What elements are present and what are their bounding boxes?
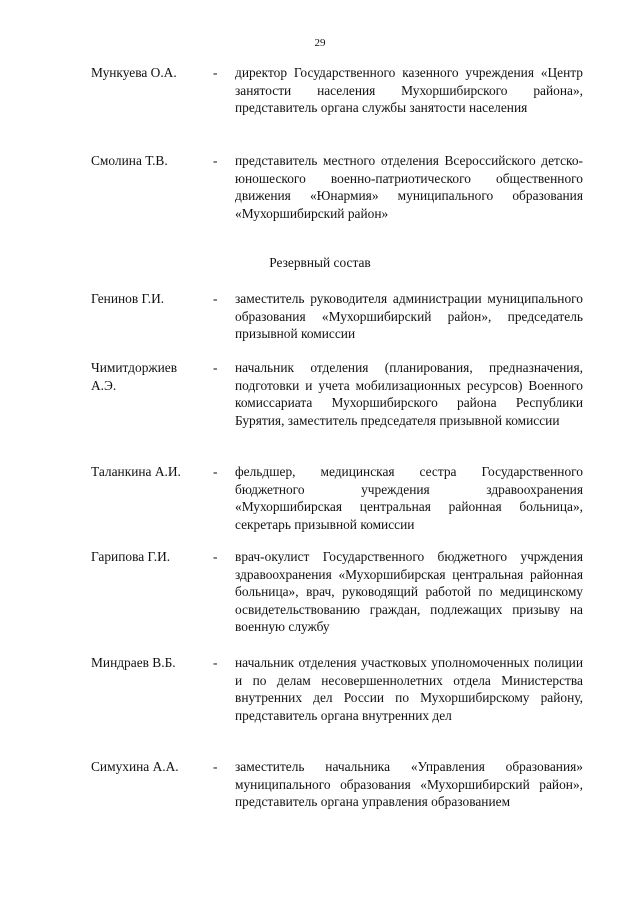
member-description: фельдшер, медицинская сестра Государственного бюджетного учреждения здравоохранения «Мухоршибирская центральная районная больница», секретарь призывной комиссии (235, 464, 583, 532)
dash-separator: - (213, 360, 218, 375)
member-description: представитель местного отделения Всероссийского детско-юношеского военно-патриотического общественного движения «Юнармия» муниципального образования «Мухоршибирский район» (235, 153, 583, 221)
member-name: Миндраев В.Б. (91, 655, 176, 670)
dash-separator: - (213, 759, 218, 774)
dash-separator: - (213, 65, 218, 80)
member-name: Чимитдоржиев А.Э. (91, 360, 178, 393)
list-item (91, 290, 583, 343)
dash-separator: - (213, 549, 218, 564)
member-description: заместитель начальника «Управления образования» муниципального образования «Мухоршибирский район», представитель органа управления образованием (235, 759, 583, 810)
list-item (91, 463, 583, 533)
member-name: Генинов Г.И. (91, 291, 165, 306)
list-item (91, 758, 583, 811)
list-item (91, 654, 583, 724)
list-item (91, 64, 583, 117)
dash-separator: - (213, 153, 218, 168)
dash-separator: - (213, 464, 218, 479)
section-title: Резервный состав (269, 255, 371, 270)
dash-separator: - (213, 291, 218, 306)
list-item (91, 548, 583, 636)
member-name: Мункуева О.А. (91, 65, 177, 80)
page-number: 29 (314, 37, 326, 49)
member-name: Симухина А.А. (91, 759, 179, 774)
member-name: Таланкина А.И. (91, 464, 181, 479)
member-description: директор Государственного казенного учреждения «Центр занятости населения Мухоршибирского района», представитель органа службы занятости населения (235, 65, 583, 116)
member-description: начальник отделения участковых уполномоченных полиции и по делам несовершеннолетних отдела Министерства внутренних дел России по Мухоршибирскому району, представитель органа внутренних дел (235, 655, 583, 723)
member-description: начальник отделения (планирования, предназначения, подготовки и учета мобилизационных ресурсов) Военного комиссариата Мухоршибирского района Республики Бурятия, заместитель председателя призывной комиссии (235, 360, 583, 428)
list-item (91, 359, 583, 429)
member-name: Гарипова Г.И. (91, 549, 171, 564)
list-item (91, 152, 583, 222)
dash-separator: - (213, 655, 218, 670)
member-name: Смолина Т.В. (91, 153, 168, 168)
member-description: врач-окулист Государственного бюджетного учрждения здравоохранения «Мухоршибирская центральная районная больница», врач, руководящий работой по медицинскому освидетельствованию граждан, подлежащих призыву на военную службу (235, 549, 583, 635)
member-description: заместитель руководителя администрации муниципального образования «Мухоршибирский район», председатель призывной комиссии (235, 291, 583, 342)
